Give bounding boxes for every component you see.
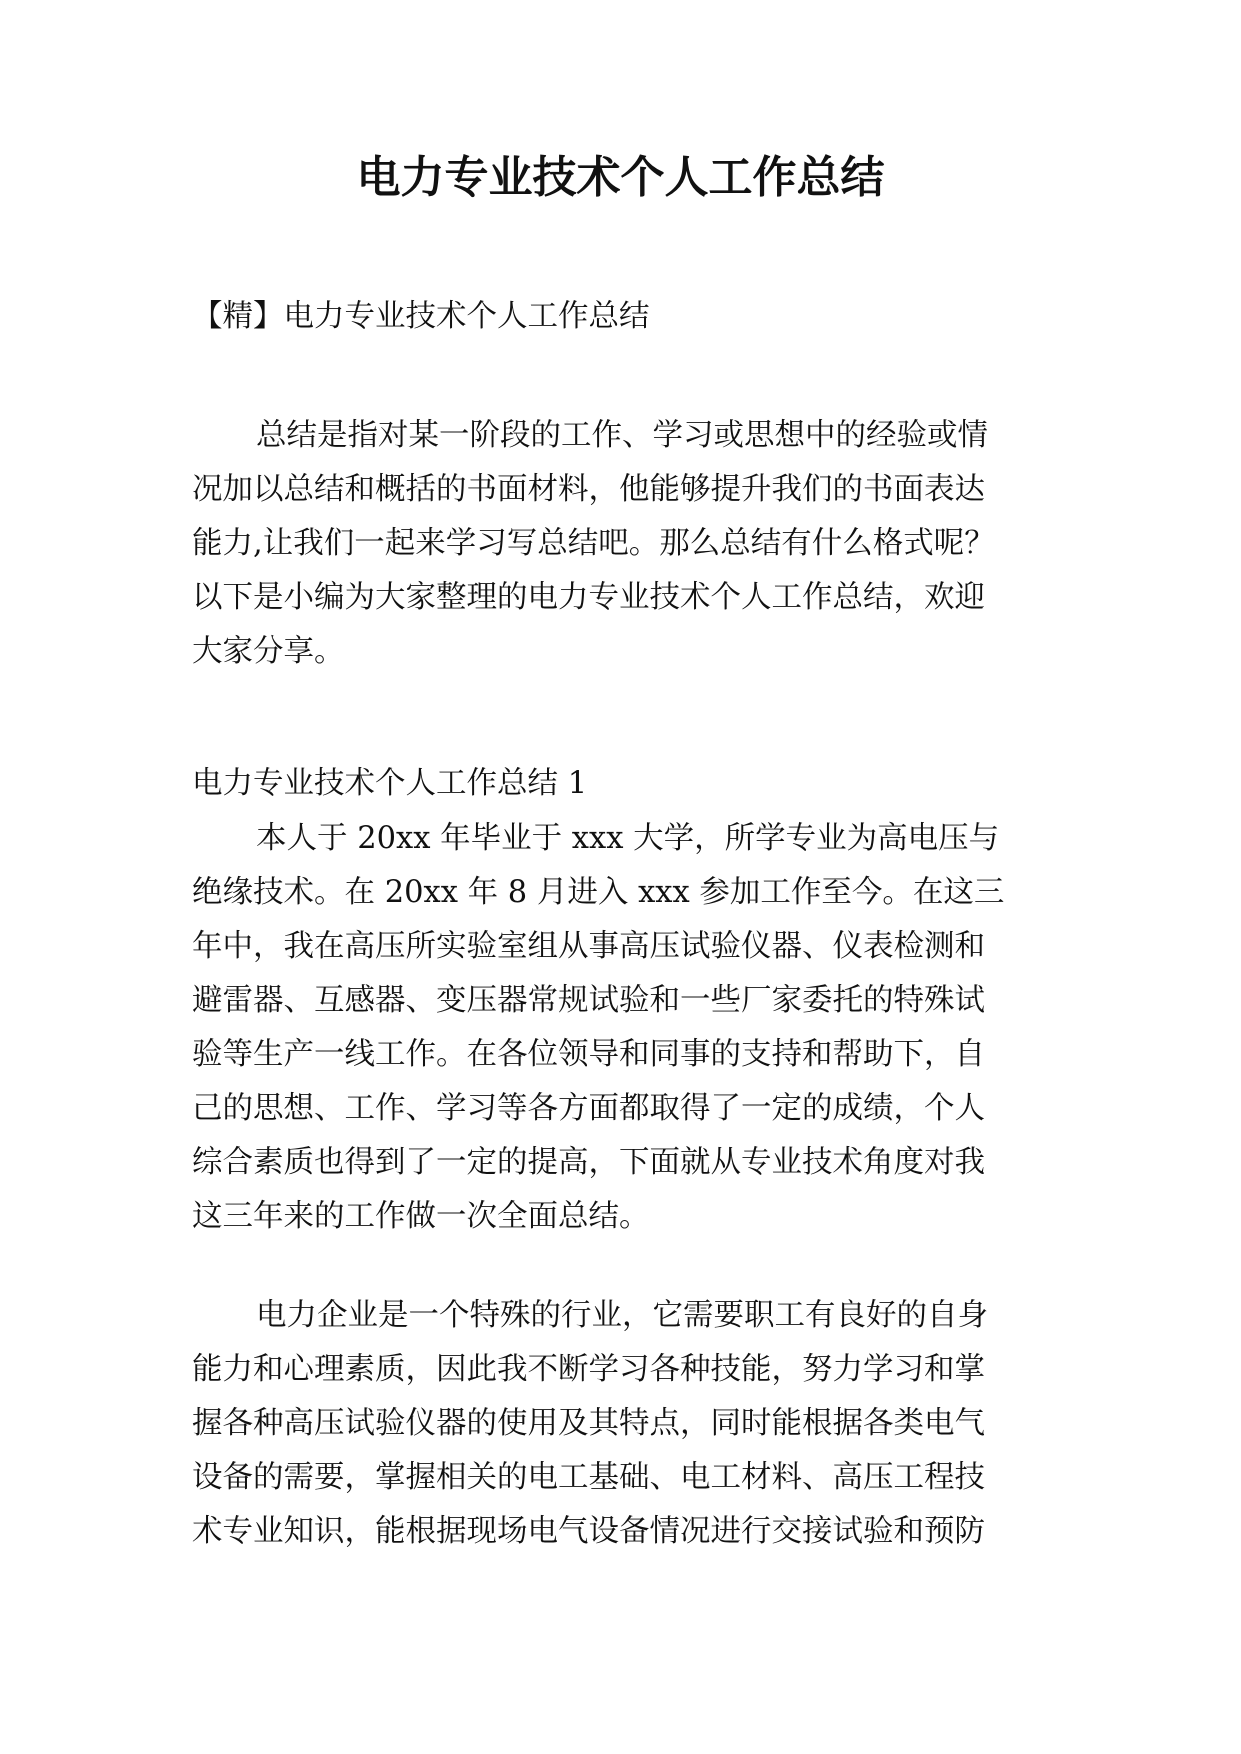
body-line: 避雷器、互感器、变压器常规试验和一些厂家委托的特殊试 bbox=[192, 983, 985, 1018]
body-line: 己的思想、工作、学习等各方面都取得了一定的成绩，个人 bbox=[192, 1091, 985, 1126]
body-line: 设备的需要，掌握相关的电工基础、电工材料、高压工程技 bbox=[192, 1460, 985, 1495]
document-title: 电力专业技术个人工作总结 bbox=[356, 152, 885, 203]
body-paragraph-1 bbox=[192, 812, 1052, 1244]
intro-line: 总结是指对某一阶段的工作、学习或思想中的经验或情 bbox=[256, 418, 988, 453]
body-line: 绝缘技术。在 20xx 年 8 月进入 xxx 参加工作至今。在这三 bbox=[192, 875, 1005, 910]
body-line: 握各种高压试验仪器的使用及其特点，同时能根据各类电气 bbox=[192, 1406, 985, 1441]
body-line: 本人于 20xx 年毕业于 xxx 大学，所学专业为高电压与 bbox=[256, 821, 1000, 856]
intro-line: 大家分享。 bbox=[192, 634, 345, 669]
body-line: 验等生产一线工作。在各位领导和同事的支持和帮助下，自 bbox=[192, 1037, 985, 1072]
section-heading: 电力专业技术个人工作总结 1 bbox=[192, 766, 588, 801]
body-line: 电力企业是一个特殊的行业，它需要职工有良好的自身 bbox=[256, 1298, 988, 1333]
intro-line: 能力,让我们一起来学习写总结吧。那么总结有什么格式呢？ bbox=[192, 526, 995, 561]
intro-line: 况加以总结和概括的书面材料，他能够提升我们的书面表达 bbox=[192, 472, 985, 507]
body-line: 综合素质也得到了一定的提高，下面就从专业技术角度对我 bbox=[192, 1145, 985, 1180]
body-paragraph-2 bbox=[192, 1289, 1052, 1559]
body-line: 能力和心理素质，因此我不断学习各种技能，努力学习和掌 bbox=[192, 1352, 985, 1387]
intro-paragraph bbox=[192, 409, 1052, 679]
body-line: 这三年来的工作做一次全面总结。 bbox=[192, 1199, 650, 1234]
body-line: 年中，我在高压所实验室组从事高压试验仪器、仪表检测和 bbox=[192, 929, 985, 964]
document-subtitle: 【精】电力专业技术个人工作总结 bbox=[192, 299, 650, 334]
body-line: 术专业知识，能根据现场电气设备情况进行交接试验和预防 bbox=[192, 1514, 985, 1549]
intro-line: 以下是小编为大家整理的电力专业技术个人工作总结，欢迎 bbox=[192, 580, 985, 615]
